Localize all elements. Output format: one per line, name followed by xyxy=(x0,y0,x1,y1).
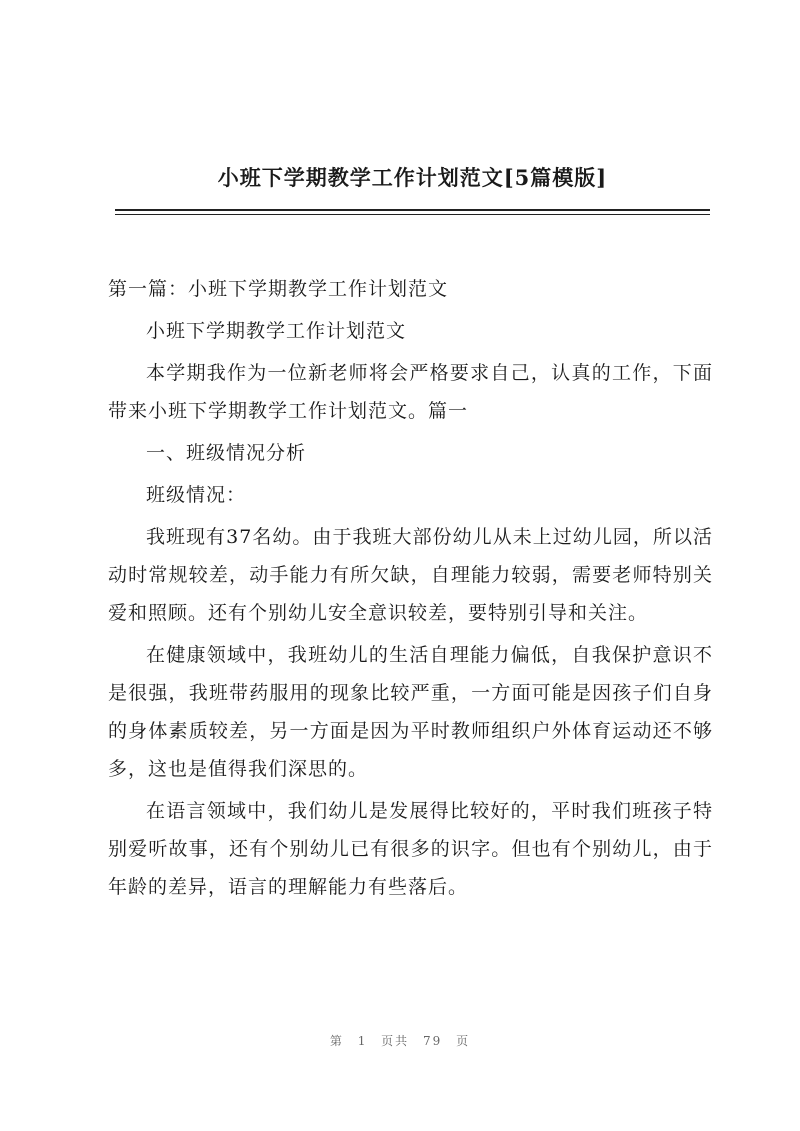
subsection-heading: 一、班级情况分析 xyxy=(146,442,307,464)
body-paragraph: 在健康领域中，我班幼儿的生活自理能力偏低，自我保护意识不是很强，我班带药服用的现象比较严重，一方面可能是因孩子们自身的身体素质较差，另一方面是因为平时教师组织户外体育运动还不够多，这也是值得我们深思的。 xyxy=(108,644,713,780)
document-body xyxy=(108,270,713,910)
body-paragraph: 本学期我作为一位新老师将会严格要求自己，认真的工作，下面带来小班下学期教学工作计划范文。篇一 xyxy=(108,362,713,422)
footer-current-page: 1 xyxy=(357,1034,368,1048)
footer-middle: 页共 xyxy=(381,1034,410,1048)
body-paragraph: 在语言领域中，我们幼儿是发展得比较好的，平时我们班孩子特别爱听故事，还有个别幼儿已有很多的识字。但也有个别幼儿，由于年龄的差异，语言的理解能力有些落后。 xyxy=(108,800,713,898)
subtitle-paragraph: 小班下学期教学工作计划范文 xyxy=(146,320,407,342)
title-underline-thin xyxy=(115,214,710,215)
footer-total-pages: 79 xyxy=(423,1034,443,1048)
body-paragraph: 我班现有37名幼。由于我班大部份幼儿从未上过幼儿园，所以活动时常规较差，动手能力有所欠缺，自理能力较弱，需要老师特别关爱和照顾。还有个别幼儿安全意识较差，要特别引导和关注。 xyxy=(108,526,713,624)
footer-prefix: 第 xyxy=(329,1034,344,1048)
page-footer xyxy=(0,1032,800,1049)
footer-suffix: 页 xyxy=(456,1034,471,1048)
title-underline-thick xyxy=(115,209,710,211)
label-paragraph: 班级情况： xyxy=(146,484,247,506)
document-title: 小班下学期教学工作计划范文[5篇模版] xyxy=(217,165,608,190)
section-heading: 第一篇：小班下学期教学工作计划范文 xyxy=(108,278,449,300)
